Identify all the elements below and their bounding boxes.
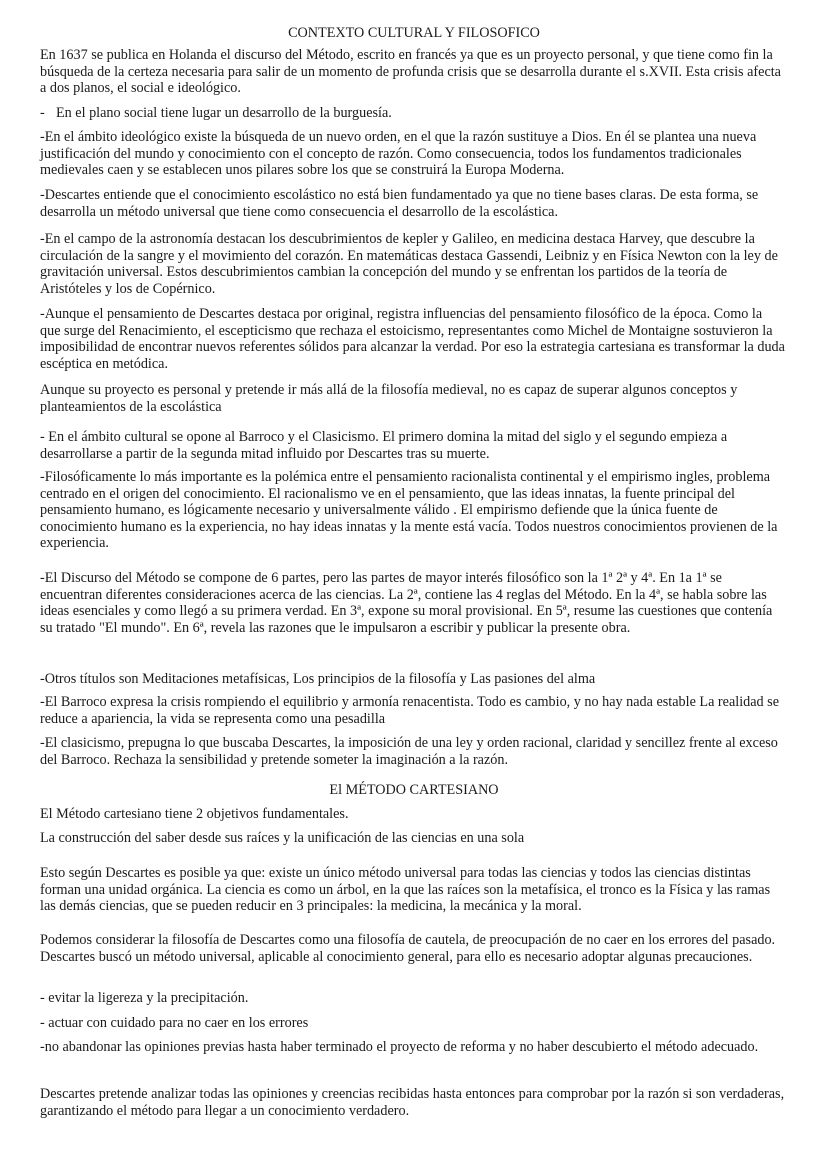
paragraph-clasicismo: -El clasicismo, prepugna lo que buscaba Descartes, la imposición de una ley y orden racional, claridad y sencillez frente al exceso del Barroco. Rechaza la sensibilidad y pretende someter la imaginación a la razón. [40,735,778,768]
list-item-cuidado: - actuar con cuidado para no caer en los errores [40,1015,309,1031]
paragraph-arbol-ciencia: Esto según Descartes es posible ya que: existe un único método universal para todas las ciencias y todos las ciencias distintas forman una unidad orgánica. La ciencia es como un árbol, en la que las raíces son la metafísica, el tronco es la Física y las ramas las demás ciencias, que se pueden reducir en 3 principales: la medicina, la mecánica y la moral. [40,865,771,915]
paragraph-conocimiento-escolastico: -Descartes entiende que el conocimiento escolástico no está bien fundamentado ya que no tiene bases claras. De esta forma, se desarrolla un método universal que tiene como consecuencia el desarrollo de la escolástica. [40,187,759,220]
paragraph-discurso-partes: -El Discurso del Método se compone de 6 partes, pero las partes de mayor interés filosófico son la 1ª 2ª y 4ª. En 1a 1ª se encuentran diferentes consideraciones acerca de las ciencias. La 2ª, contiene las 4 reglas del Método. En la 4ª, se habla sobre las ideas esenciales y como llegó a su primera verdad. En 3ª, expone su moral provisional. En 5ª, resume las cuestiones que contenía su tratado "El mundo". En 6ª, revela las razones que le impulsaron a escribir y publicar la presente obra. [40,570,773,636]
paragraph-barroco: -El Barroco expresa la crisis rompiendo el equilibrio y armonía renacentista. Todo es cambio, y no hay nada estable La realidad se reduce a apariencia, la vida se representa como una pesadilla [40,694,779,727]
paragraph-cautela: Podemos considerar la filosofía de Descartes como una filosofía de cautela, de preocupación de no caer en los errores del pasado. Descartes buscó un método universal, aplicable al conocimiento general, para ello es necesario adoptar algunas precauciones. [40,932,776,965]
paragraph-plano-social-text: En el plano social tiene lugar un desarrollo de la burguesía. [56,105,392,121]
paragraph-filosoficamente: -Filosóficamente lo más importante es la polémica entre el pensamiento racionalista continental y el empirismo ingles, problema centrado en el origen del conocimiento. El racionalismo ve en el pensamiento, que las ideas innatas, la fuente principal del pensamiento humano, es lógicamente necesario y universalmente válido . El empirismo defiende que la única fuente de conocimiento humano es la experiencia, no hay ideas innatas y la mente está vacía. Todos nuestros conocimientos provienen de la experiencia. [40,469,778,552]
paragraph-influencias: -Aunque el pensamiento de Descartes destaca por original, registra influencias del pensamiento filosófico de la época. Como la que surge del Renacimiento, el escepticismo que rechaza el estoicismo, representantes como Michel de Montaigne sostuvieron la imposibilidad de encontrar nuevos referentes sólidos para alcanzar la verdad. Por eso la estrategia cartesiana es transformar la duda escéptica en metódica. [40,306,785,372]
paragraph-ambito-cultural: - En el ámbito cultural se opone al Barroco y el Clasicismo. El primero domina la mitad del siglo y el segundo empieza a desarrollarse a partir de la segunda mitad influido por Descartes tras su muerte. [40,429,728,462]
paragraph-plano-social [40,105,786,122]
paragraph-analizar-opiniones: Descartes pretende analizar todas las opiniones y creencias recibidas hasta entonces para comprobar por la razón si son verdaderas, garantizando el método para llegar a un conocimiento verdadero. [40,1086,785,1119]
list-item-opiniones-previas: -no abandonar las opiniones previas hasta haber terminado el proyecto de reforma y no haber descubierto el método adecuado. [40,1039,759,1055]
paragraph-ambito-ideologico: -En el ámbito ideológico existe la búsqueda de un nuevo orden, en el que la razón sustituye a Dios. En él se plantea una nueva justificación del mundo y conocimiento con el concepto de razón. Como consecuencia, todos los fundamentos tradicionales medievales caen y se establecen unos pilares sobre los que se construirá la Europa Moderna. [40,129,757,179]
section-title-metodo: El MÉTODO CARTESIANO [329,782,499,798]
section-title-contexto: CONTEXTO CULTURAL Y FILOSOFICO [288,25,540,41]
list-item-ligereza: - evitar la ligereza y la precipitación. [40,990,249,1006]
paragraph-construccion-saber: La construcción del saber desde sus raíces y la unificación de las ciencias en una sola [40,830,525,846]
paragraph-intro: En 1637 se publica en Holanda el discurso del Método, escrito en francés ya que es un proyecto personal, y que tiene como fin la búsqueda de la certeza necesaria para salir de un momento de profunda crisis que se desarrolla durante el s.XVII. Esta crisis afecta a dos planos, el social e ideológico. [40,47,781,97]
paragraph-objetivos: El Método cartesiano tiene 2 objetivos fundamentales. [40,806,349,822]
paragraph-otros-titulos: -Otros títulos son Meditaciones metafísicas, Los principios de la filosofía y Las pasiones del alma [40,671,596,687]
paragraph-astronomia: -En el campo de la astronomía destacan los descubrimientos de kepler y Galileo, en medicina destaca Harvey, que descubre la circulación de la sangre y el movimiento del corazón. En matemáticas destaca Gassendi, Leibniz y en Física Newton con la ley de gravitación universal. Estos descubrimientos cambian la concepción del mundo y se enfrentan los partidos de la teoría de Aristóteles y los de Copérnico. [40,231,778,297]
bullet-dash: - [40,105,45,121]
paragraph-proyecto-personal: Aunque su proyecto es personal y pretende ir más allá de la filosofía medieval, no es capaz de superar algunos conceptos y planteamientos de la escolástica [40,382,738,415]
